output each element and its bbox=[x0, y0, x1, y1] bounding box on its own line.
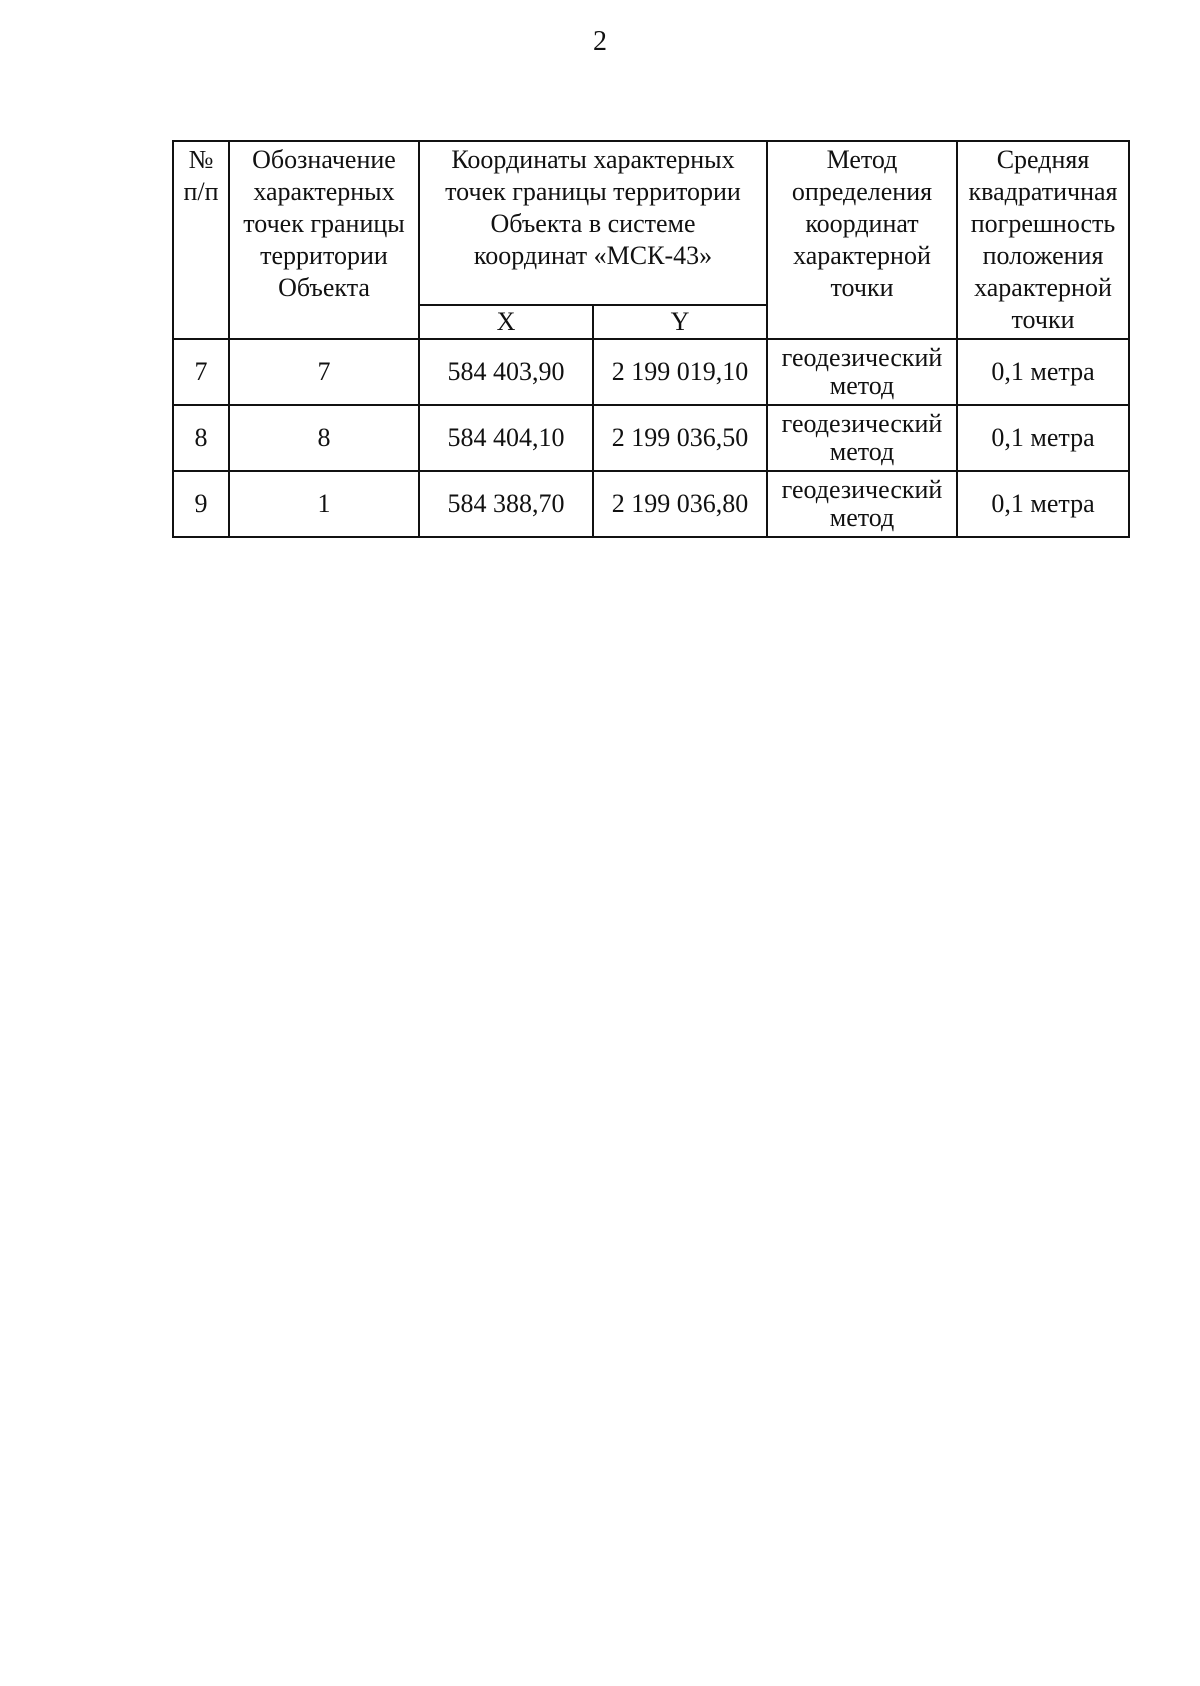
method-line: геодезический bbox=[781, 409, 943, 438]
header-line: координат bbox=[805, 209, 919, 238]
header-line: координат «МСК-43» bbox=[473, 241, 713, 270]
header-line: характерной bbox=[974, 273, 1112, 302]
header-method bbox=[767, 141, 957, 339]
header-line: Метод bbox=[826, 145, 898, 174]
cell-error: 0,1 метра bbox=[957, 339, 1129, 405]
cell-error: 0,1 метра bbox=[957, 405, 1129, 471]
header-line: определения bbox=[791, 177, 933, 206]
cell-num: 8 bbox=[173, 405, 229, 471]
cell-y: 2 199 036,80 bbox=[593, 471, 767, 537]
header-line: п/п bbox=[183, 177, 219, 206]
header-line: точек границы bbox=[243, 209, 405, 238]
header-line: № bbox=[188, 145, 214, 174]
header-coordinates bbox=[419, 141, 767, 305]
table-row bbox=[173, 471, 1129, 537]
header-line: точек границы территории bbox=[445, 177, 741, 206]
page-number: 2 bbox=[593, 26, 607, 57]
method-line: метод bbox=[829, 437, 895, 466]
cell-point: 1 bbox=[229, 471, 419, 537]
header-line: Координаты характерных bbox=[451, 145, 735, 174]
coordinates-table bbox=[172, 140, 1130, 538]
cell-method bbox=[767, 405, 957, 471]
cell-method bbox=[767, 471, 957, 537]
header-row bbox=[173, 141, 1129, 305]
header-line: положения bbox=[982, 241, 1104, 270]
header-line: Обозначение bbox=[252, 145, 396, 174]
method-line: геодезический bbox=[781, 475, 943, 504]
header-line: характерной bbox=[793, 241, 931, 270]
cell-error: 0,1 метра bbox=[957, 471, 1129, 537]
header-line: квадратичная bbox=[968, 177, 1118, 206]
cell-x: 584 404,10 bbox=[419, 405, 593, 471]
cell-x: 584 388,70 bbox=[419, 471, 593, 537]
table-row bbox=[173, 339, 1129, 405]
header-line: Объекта в системе bbox=[490, 209, 696, 238]
cell-point: 8 bbox=[229, 405, 419, 471]
table-row bbox=[173, 405, 1129, 471]
header-line: точки bbox=[1011, 305, 1075, 334]
cell-num: 9 bbox=[173, 471, 229, 537]
header-x: X bbox=[419, 305, 593, 339]
header-line: территории bbox=[260, 241, 388, 270]
cell-y: 2 199 019,10 bbox=[593, 339, 767, 405]
method-line: геодезический bbox=[781, 343, 943, 372]
method-line: метод bbox=[829, 371, 895, 400]
header-line: погрешность bbox=[970, 209, 1116, 238]
cell-x: 584 403,90 bbox=[419, 339, 593, 405]
header-line: точки bbox=[830, 273, 894, 302]
cell-y: 2 199 036,50 bbox=[593, 405, 767, 471]
cell-point: 7 bbox=[229, 339, 419, 405]
header-num bbox=[173, 141, 229, 339]
header-line: характерных bbox=[253, 177, 395, 206]
header-y: Y bbox=[593, 305, 767, 339]
header-designation bbox=[229, 141, 419, 339]
cell-num: 7 bbox=[173, 339, 229, 405]
header-line: Средняя bbox=[996, 145, 1090, 174]
header-mean-square-error bbox=[957, 141, 1129, 339]
header-line: Объекта bbox=[278, 273, 370, 302]
cell-method bbox=[767, 339, 957, 405]
method-line: метод bbox=[829, 503, 895, 532]
